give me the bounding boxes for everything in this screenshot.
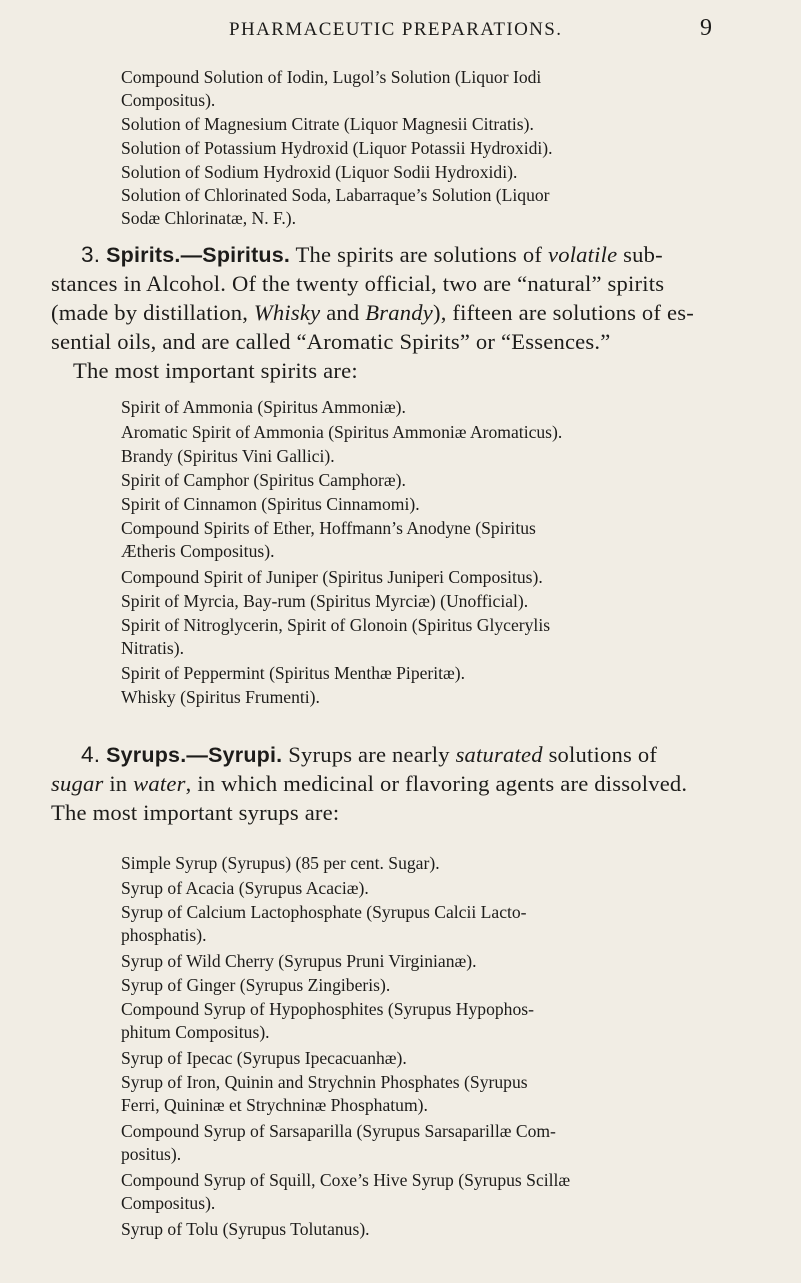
list-item: Solution of Chlorinated Soda, Labarraque’s Solution (Liquor Sodæ Chlorinatæ, N. F.). — [121, 185, 550, 228]
list-item: Compound Syrup of Squill, Coxe’s Hive Syrup (Syrupus Scillæ Compositus). — [121, 1170, 571, 1213]
list-item: Compound Solution of Iodin, Lugol’s Solution (Liquor Iodi Compositus). — [121, 67, 542, 110]
list-item: Solution of Magnesium Citrate (Liquor Magnesii Citratis). — [121, 114, 534, 134]
page-number: 9 — [700, 15, 712, 41]
section-number: 4. — [81, 742, 101, 767]
list-item: Whisky (Spiritus Frumenti). — [121, 687, 320, 707]
book-page: PHARMACEUTIC PREPARATIONS. 9 Compound Solution of Iodin, Lugol’s Solution (Liquor Iodi Compositus). Solution of Magnesium Citrate (Liquor Magnesii Citratis). Solution of Potassium Hydroxid (Liquor Potassii Hydroxidi). Solution of Sodium Hydroxid (Liquor Sodii Hydroxidi). Solution of Chlorinated Soda, Labarraque’s Solution (Liquor Sodæ Chlorinatæ, N. F.). 3. Spirits.—Spiritus. The spirits are solutions of volatile sub- stances in Alcohol. Of the twenty official, two are “natural” spirits (made by distillation, Whisky and Brandy), fifteen are solutions of es- sential oils, and are called “Aromatic Spirits” or “Essences.” The most important spirits are: Spirit of Ammonia (Spiritus Ammoniæ). Aromatic Spirit of Ammonia (Spiritus Ammoniæ Aromaticus). Brandy (Spiritus Vini Gallici). Spirit of Camphor (Spiritus Camphoræ). Spirit of Cinnamon (Spiritus Cinnamomi). Compound Spirits of Ether, Hoffmann’s Anodyne (Spiritus Ætheris Compositus). Compound Spirit of Juniper (Spiritus Juniperi Compositus). Spirit of Myrcia, Bay-rum (Spiritus Myrciæ) (Unofficial). Spirit of Nitroglycerin, Spirit of Glonoin (Spiritus Glycerylis Nitratis). Spirit of Peppermint (Spiritus Menthæ Piperitæ). Whisky (Spiritus Frumenti). 4. Syrups.—Syrupi. Syrups are nearly saturated solutions of sugar in water, in which medicinal or flavoring agents are dissolved. The most important syrups are: Simple Syrup (Syrupus) (85 per cent. Sugar). Syrup of Acacia (Syrupus Acaciæ). Syrup of Calcium Lactophosphate (Syrupus Calcii Lacto- phosphatis). Syrup of Wild Cherry (Syrupus Pruni Virginianæ). Syrup of Ginger (Syrupus Zingiberis). Compound Syrup of Hypophosphites (Syrupus Hypophos- phitum Compositus). Syrup of Ipecac (Syrupus Ipecacuanhæ). Syrup of Iron, Quinin and Strychnin Phosphates (Syrupus Ferri, Quininæ et Strychninæ Phosphatum). Compound Syrup of Sarsaparilla (Syrupus Sarsaparillæ Com- positus). Compound Syrup of Squill, Coxe’s Hive Syrup (Syrupus Scillæ Compositus). Syrup of Tolu (Syrupus Tolutanus). — [0, 0, 801, 1283]
list-item: Compound Syrup of Hypophosphites (Syrupus Hypophos- phitum Compositus). — [121, 999, 534, 1042]
list-item: Syrup of Iron, Quinin and Strychnin Phosphates (Syrupus Ferri, Quininæ et Strychninæ Phosphatum). — [121, 1072, 528, 1115]
list-item: Spirit of Cinnamon (Spiritus Cinnamomi). — [121, 494, 420, 514]
section-heading: Syrups.—Syrupi. — [106, 743, 283, 767]
list-item: Spirit of Nitroglycerin, Spirit of Glonoin (Spiritus Glycerylis Nitratis). — [121, 615, 551, 658]
section-number: 3. — [81, 242, 101, 267]
list-item: Spirit of Myrcia, Bay-rum (Spiritus Myrciæ) (Unofficial). — [121, 591, 529, 611]
list-item: Compound Spirits of Ether, Hoffmann’s Anodyne (Spiritus Ætheris Compositus). — [121, 518, 536, 561]
section-heading: Spirits.—Spiritus. — [106, 243, 291, 267]
list-item: Syrup of Wild Cherry (Syrupus Pruni Virginianæ). — [121, 951, 477, 971]
list-item: Syrup of Ipecac (Syrupus Ipecacuanhæ). — [121, 1048, 407, 1068]
list-item: Syrup of Tolu (Syrupus Tolutanus). — [121, 1219, 370, 1239]
list-item: Solution of Sodium Hydroxid (Liquor Sodii Hydroxidi). — [121, 162, 518, 182]
list-item: Compound Spirit of Juniper (Spiritus Juniperi Compositus). — [121, 567, 543, 587]
list-item: Simple Syrup (Syrupus) (85 per cent. Sugar). — [121, 853, 440, 873]
running-header — [0, 15, 801, 49]
list-item: Aromatic Spirit of Ammonia (Spiritus Ammoniæ Aromaticus). — [121, 422, 563, 442]
list-item: Brandy (Spiritus Vini Gallici). — [121, 446, 335, 466]
list-item: Compound Syrup of Sarsaparilla (Syrupus Sarsaparillæ Com- positus). — [121, 1121, 556, 1164]
list-item: Syrup of Calcium Lactophosphate (Syrupus Calcii Lacto- phosphatis). — [121, 902, 527, 945]
running-title: PHARMACEUTIC PREPARATIONS. — [229, 19, 563, 40]
list-item: Syrup of Acacia (Syrupus Acaciæ). — [121, 878, 369, 898]
list-item: Solution of Potassium Hydroxid (Liquor Potassii Hydroxidi). — [121, 138, 553, 158]
list-item: Spirit of Ammonia (Spiritus Ammoniæ). — [121, 397, 406, 417]
list-item: Spirit of Camphor (Spiritus Camphoræ). — [121, 470, 406, 490]
list-item: Spirit of Peppermint (Spiritus Menthæ Piperitæ). — [121, 663, 466, 683]
list-item: Syrup of Ginger (Syrupus Zingiberis). — [121, 975, 391, 995]
